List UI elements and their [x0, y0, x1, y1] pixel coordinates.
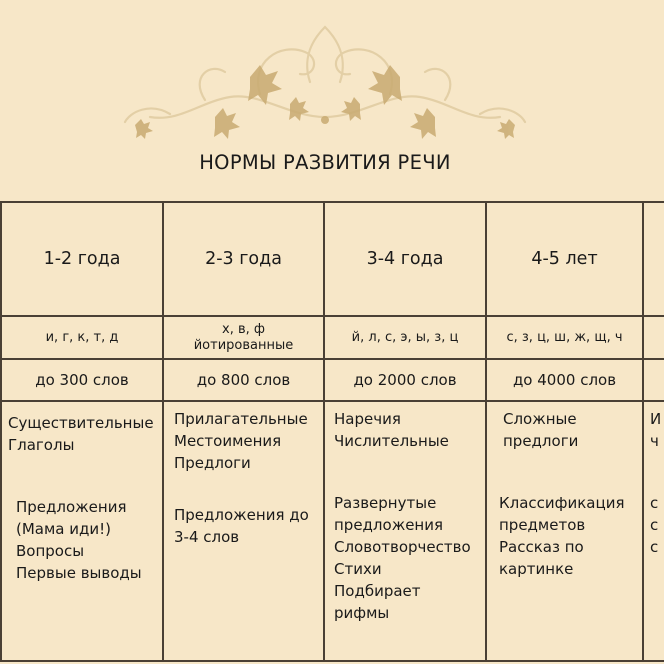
age-cell: 4-5 лет	[486, 202, 643, 316]
speech-norms-table	[0, 201, 664, 662]
sounds-row	[1, 316, 664, 359]
vocabulary-row	[1, 359, 664, 401]
content-cell: Наречия Числительные Развернутые предложения Словотворчество Стихи Подбирает рифмы	[324, 401, 486, 661]
vocabulary-cell: до 300 слов	[1, 359, 163, 401]
content-cell: И ч с с с	[643, 401, 664, 661]
vocabulary-cell: до 2000 слов	[324, 359, 486, 401]
age-cell: 2-3 года	[163, 202, 324, 316]
content-cell: Существительные Глаголы Предложения (Мама иди!) Вопросы Первые выводы	[1, 401, 163, 661]
sounds-cell: х, в, ф йотированные	[163, 316, 324, 359]
vocabulary-cell	[643, 359, 664, 401]
content-cell: Сложные предлоги Классификация предметов Рассказ по картинке	[486, 401, 643, 661]
sounds-cell	[643, 316, 664, 359]
floral-ornament	[110, 22, 540, 140]
sounds-cell: и, г, к, т, д	[1, 316, 163, 359]
age-cell: 3-4 года	[324, 202, 486, 316]
page-title: НОРМЫ РАЗВИТИЯ РЕЧИ	[199, 151, 451, 174]
vocabulary-cell: до 800 слов	[163, 359, 324, 401]
vocabulary-cell: до 4000 слов	[486, 359, 643, 401]
content-cell: Прилагательные Местоимения Предлоги Предложения до 3-4 слов	[163, 401, 324, 661]
sounds-cell: й, л, с, э, ы, з, ц	[324, 316, 486, 359]
age-cell: 1-2 года	[1, 202, 163, 316]
content-row	[1, 401, 664, 661]
age-row	[1, 202, 664, 316]
sounds-cell: с, з, ц, ш, ж, щ, ч	[486, 316, 643, 359]
age-cell	[643, 202, 664, 316]
